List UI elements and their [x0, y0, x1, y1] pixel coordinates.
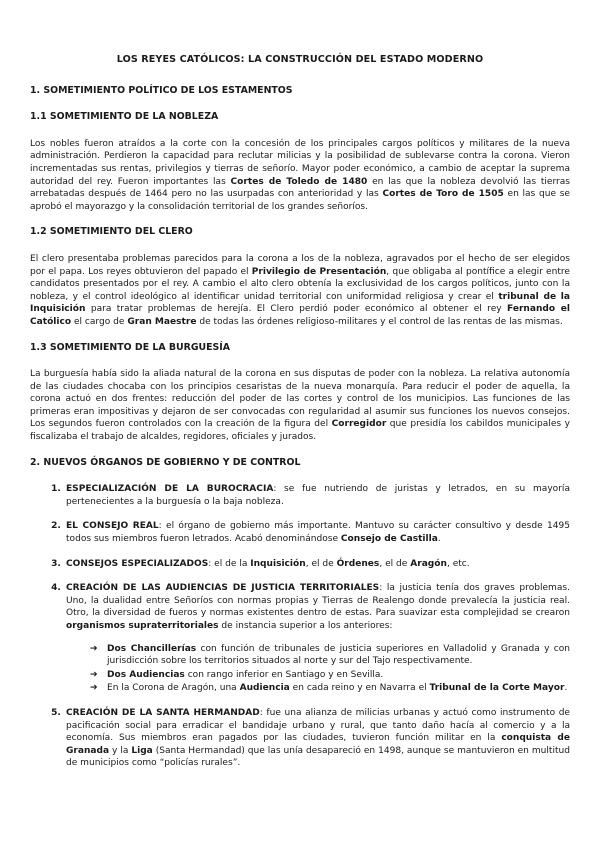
section-1-3-heading: 1.3 SOMETIMIENTO DE LA BURGUESÍA [30, 341, 231, 353]
cortes-toledo-term: Cortes de Toledo de 1480 [230, 176, 368, 187]
audiencias-sublist [66, 643, 570, 695]
organos-list [30, 483, 570, 770]
arrow-right-icon: ➔ [90, 669, 98, 680]
cortes-toro-term: Cortes de Toro de 1505 [382, 189, 504, 200]
section-2-heading: 2. NUEVOS ÓRGANOS DE GOBIERNO Y DE CONTROL [30, 456, 301, 468]
list-item-consejos-especializados: 3. CONSEJOS ESPECIALIZADOS: el de la Inquisición, el de Órdenes, el de Aragón, etc. [64, 558, 570, 571]
sublist-item-audiencias: ➔ Dos Audiencias con rango inferior en Santiago y en Sevilla. [90, 669, 384, 680]
sublist-item-aragon: ➔ En la Corona de Aragón, una Audiencia en cada reino y en Navarra el Tribunal de la Corte Mayor. [90, 683, 568, 694]
burguesia-paragraph: La burguesía había sido la aliada natural de la corona en sus disputas de poder con la nobleza. La relativa autonomía de las ciudades chocaba con los principios cesaristas de la nueva monarquía. Para reducir el poder de aquella, la corona actuó en dos frentes: reducción del poder de las cortes y control de los municipios. Las funciones de las primeras eran impositivas y dejaron de ser convocadas con regularidad al asumir sus funciones los nuevos consejos. Los segundos fueron controlados con la creación de la figura del Corregidor que presidía los cabildos municipales y fiscalizaba el trabajo de alcaldes, regidores, oficiales y jurados. [30, 369, 570, 443]
section-1-2-heading: 1.2 SOMETIMIENTO DEL CLERO [30, 226, 193, 238]
sublist-item-chancillerias: ➔ Dos Chancillerías con función de tribunales de justicia superiores en Valladolid y Granada y con jurisdicción sobre los territorios situados al norte y sur del Tajo respectivamente. [90, 643, 570, 667]
gran-maestre-term: Gran Maestre [127, 316, 197, 327]
privilegio-presentacion-term: Privilegio de Presentación [251, 266, 387, 277]
list-item-burocracia: 1. ESPECIALIZACIÓN DE LA BUROCRACIA: se fue nutriendo de juristas y letrados, en su mayoría pertenecientes a la burguesía o la baja nobleza. [64, 483, 570, 508]
arrow-right-icon: ➔ [90, 683, 98, 694]
fernando-term: Fernando el Católico [30, 304, 570, 327]
document-title: LOS REYES CATÓLICOS: LA CONSTRUCCIÓN DEL ESTADO MODERNO [116, 54, 484, 65]
nobleza-paragraph: Los nobles fueron atraídos a la corte con la concesión de los principales cargos políticos y militares de la nueva administración. Perdieron la capacidad para reclutar milicias y la posibilidad de sublevarse contra la corona. Vieron incrementadas sus rentas, privilegios y tierras de señorío. Mayor poder económico, a cambio de aceptar la suprema autoridad del rey. Fueron importantes las Cortes de Toledo de 1480 en las que la nobleza devolvió las tierras arrebatadas después de 1464 pero no las usurpadas con anterioridad y las Cortes de Toro de 1505 en las que se aprobó el mayorazgo y la consolidación territorial de los grandes señoríos. [30, 138, 570, 212]
inquisicion-term: tribunal de la Inquisición [30, 291, 570, 315]
list-item-consejo-real: 2. EL CONSEJO REAL: el órgano de gobierno más importante. Mantuvo su carácter consultivo y desde 1495 todos sus miembros fueron letrados. Acabó denominándose Consejo de Castilla. [64, 520, 570, 545]
corregidor-term: Corregidor [331, 419, 387, 430]
arrow-right-icon: ➔ [90, 643, 98, 654]
list-item-audiencias: 4. CREACIÓN DE LAS AUDIENCIAS DE JUSTICIA TERRITORIALES: la justicia tenía dos graves problemas. Uno, la dualidad entre Señoríos con normas propias y Tierras de Realengo donde prevalecía la justicia real. Otro, la diversidad de fueros y normas existentes dentro de estas. Para suavizar esta complejidad se crearon organismos supraterritoriales de instancia superior a los anteriores: ➔ Dos Chancillerías con función de tribunales de justicia superiores en Valladolid y Granada y con jurisdicción sobre los territorios situados al norte y sur del Tajo respectivamente. ➔ Dos Audiencias con rango inferior en Santiago y en Sevilla. ➔ En la Corona de Aragón, una Audiencia en cada reino y en Navarra el Tribunal de la Corte Mayor. [64, 582, 570, 695]
list-item-santa-hermandad: 5. CREACIÓN DE LA SANTA HERMANDAD: fue una alianza de milicias urbanas y actuó como instrumento de pacificación social para erradicar el bandidaje urbano y rural, que tanto daño hacía al comercio y a la economía. Sus miembros eran pagados por las ciudades, tuvieron función militar en la conquista de Granada y la Liga (Santa Hermandad) que las unía desapareció en 1498, aunque se mantuvieron en multitud de municipios como “policías rurales”. [64, 707, 570, 770]
section-1-heading: 1. SOMETIMIENTO POLÍTICO DE LOS ESTAMENTOS [30, 84, 293, 96]
clero-paragraph: El clero presentaba problemas parecidos para la corona a los de la nobleza, agravados por el hecho de ser elegidos por el papa. Los reyes obtuvieron del papado el Privilegio de Presentación, que obligaba al pontífice a elegir entre candidatos presentados por el rey. A cambio el alto clero obtenía la exclusividad de los cargos políticos, junto con la nobleza, y el control ideológico al identificar unidad territorial con uniformidad religiosa y crear el tribunal de la Inquisición para tratar problemas de herejía. El Clero perdió poder económico al obtener el rey Fernando el Católico el cargo de Gran Maestre de todas las órdenes religioso-militares y el control de las rentas de las mismas. [30, 253, 570, 327]
section-1-1-heading: 1.1 SOMETIMIENTO DE LA NOBLEZA [30, 111, 219, 123]
